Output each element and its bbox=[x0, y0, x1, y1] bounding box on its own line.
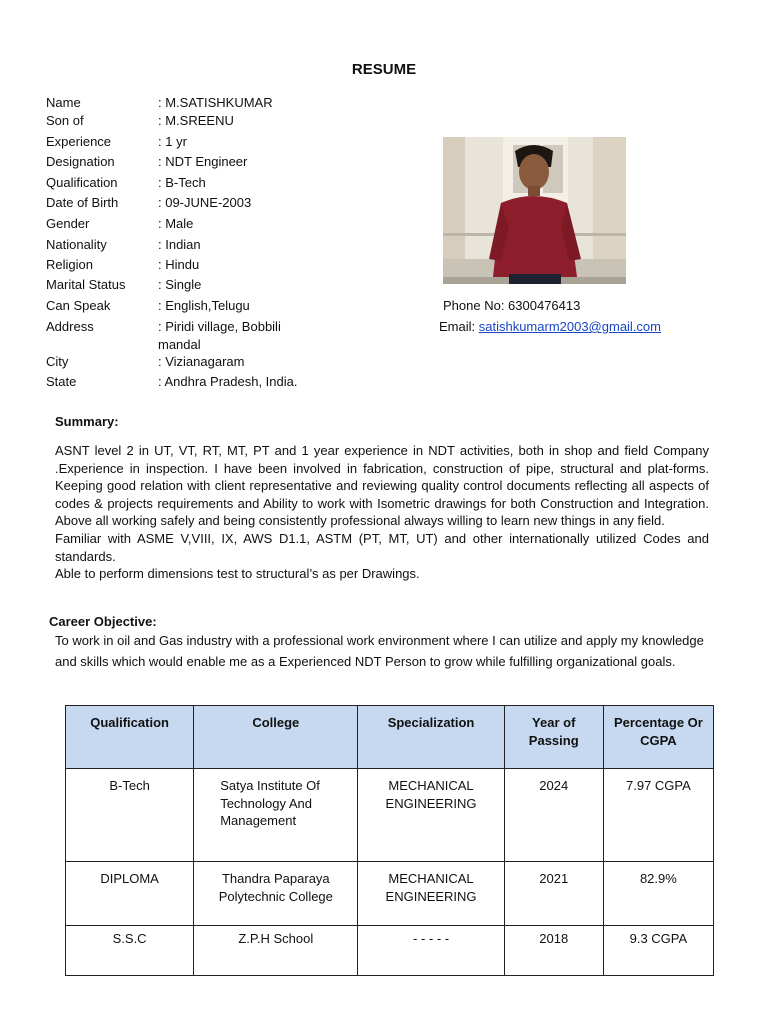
detail-label: Nationality bbox=[46, 237, 107, 252]
detail-value: : NDT Engineer bbox=[158, 154, 248, 169]
cell-qualification: S.S.C bbox=[66, 926, 194, 976]
detail-label: Can Speak bbox=[46, 298, 111, 313]
detail-value: : 09-JUNE-2003 bbox=[158, 195, 252, 210]
cell-college: Satya Institute Of Technology And Management bbox=[194, 769, 358, 862]
table-row bbox=[66, 769, 714, 862]
detail-value: : B-Tech bbox=[158, 175, 206, 190]
cell-score: 7.97 CGPA bbox=[603, 769, 713, 862]
detail-value: : Single bbox=[158, 277, 202, 292]
header-college: College bbox=[194, 706, 358, 769]
summary-paragraph: Able to perform dimensions test to structural’s as per Drawings. bbox=[55, 566, 420, 582]
summary-paragraph: ASNT level 2 in UT, VT, RT, MT, PT and 1 year experience in NDT activities, both in shop and field Company .Experience in inspection. I have been involved in fabrication, construction of pipe, structural and plat-forms. Keeping good relation with client representative and reviewing quality control documents reflecting all aspects of codes & projects requirements and Ability to work with Isometric drawings for both Construction and Integration. Above all working safely and being consistently professional always willing to learn new things in any field. bbox=[55, 443, 709, 529]
table-header-row bbox=[66, 706, 714, 769]
detail-value: : Male bbox=[158, 216, 194, 231]
cell-score: 82.9% bbox=[603, 862, 713, 926]
email-line bbox=[439, 318, 661, 336]
detail-value: : Piridi village, Bobbili mandal bbox=[158, 319, 281, 352]
resume-title: RESUME bbox=[351, 61, 417, 78]
detail-experience bbox=[46, 133, 426, 151]
detail-value: : M.SREENU bbox=[158, 113, 234, 128]
email-label: Email: bbox=[439, 319, 479, 334]
detail-nationality bbox=[46, 236, 426, 254]
cell-college: Thandra Paparaya Polytechnic College bbox=[194, 862, 358, 926]
detail-label: Address bbox=[46, 319, 94, 334]
detail-date-of-birth bbox=[46, 194, 426, 212]
career-objective-text: To work in oil and Gas industry with a professional work environment where I can utilize and apply my knowledge and skills which would enable me as a Experienced NDT Person to grow while fulfilling organizational goals. bbox=[55, 633, 704, 669]
detail-value: : 1 yr bbox=[158, 134, 187, 149]
cell-year: 2018 bbox=[504, 926, 603, 976]
detail-value: : Andhra Pradesh, India. bbox=[158, 374, 298, 389]
detail-value: : Indian bbox=[158, 237, 201, 252]
phone-number: Phone No: 6300476413 bbox=[443, 298, 581, 313]
career-objective-heading: Career Objective: bbox=[49, 614, 157, 629]
detail-value: : Hindu bbox=[158, 257, 200, 272]
header-specialization: Specialization bbox=[358, 706, 504, 769]
detail-label: Religion bbox=[46, 257, 93, 272]
detail-designation bbox=[46, 153, 426, 171]
summary-paragraph: Familiar with ASME V,VIII, IX, AWS D1.1, ASTM (PT, MT, UT) and other internationally utilized Codes and standards. bbox=[55, 530, 709, 564]
detail-marital-status bbox=[46, 276, 426, 294]
header-qualification: Qualification bbox=[66, 706, 194, 769]
cell-qualification: B-Tech bbox=[66, 769, 194, 862]
summary-heading: Summary: bbox=[55, 414, 119, 429]
profile-photo bbox=[443, 137, 626, 284]
cell-qualification: DIPLOMA bbox=[66, 862, 194, 926]
detail-name bbox=[46, 94, 426, 112]
summary-text bbox=[55, 442, 709, 583]
detail-label: Marital Status bbox=[46, 277, 126, 292]
detail-address bbox=[46, 318, 426, 354]
cell-specialization: - - - - - bbox=[358, 926, 504, 976]
cell-specialization: MECHANICAL ENGINEERING bbox=[358, 769, 504, 862]
detail-city bbox=[46, 353, 426, 371]
detail-label: Son of bbox=[46, 113, 84, 128]
cell-college: Z.P.H School bbox=[194, 926, 358, 976]
cell-year: 2021 bbox=[504, 862, 603, 926]
detail-value: : Vizianagaram bbox=[158, 354, 245, 369]
header-year-of-passing: Year of Passing bbox=[504, 706, 603, 769]
detail-state bbox=[46, 373, 426, 391]
detail-label: Gender bbox=[46, 216, 90, 231]
cell-specialization: MECHANICAL ENGINEERING bbox=[358, 862, 504, 926]
detail-label: State bbox=[46, 374, 77, 389]
detail-label: City bbox=[46, 354, 69, 369]
table-row bbox=[66, 862, 714, 926]
education-table bbox=[65, 705, 714, 976]
detail-label: Designation bbox=[46, 154, 115, 169]
detail-label: Qualification bbox=[46, 175, 118, 190]
detail-son-of bbox=[46, 112, 426, 130]
header-percentage: Percentage Or CGPA bbox=[603, 706, 713, 769]
detail-label: Experience bbox=[46, 134, 112, 149]
table-row bbox=[66, 926, 714, 976]
detail-can-speak bbox=[46, 297, 426, 315]
detail-value: : M.SATISHKUMAR bbox=[158, 95, 273, 110]
detail-religion bbox=[46, 256, 426, 274]
detail-gender bbox=[46, 215, 426, 233]
detail-label: Name bbox=[46, 95, 81, 110]
cell-score: 9.3 CGPA bbox=[603, 926, 713, 976]
email-link[interactable]: satishkumarm2003@gmail.com bbox=[478, 319, 661, 334]
cell-year: 2024 bbox=[504, 769, 603, 862]
detail-value: : English,Telugu bbox=[158, 298, 250, 313]
detail-qualification bbox=[46, 174, 426, 192]
detail-label: Date of Birth bbox=[46, 195, 119, 210]
